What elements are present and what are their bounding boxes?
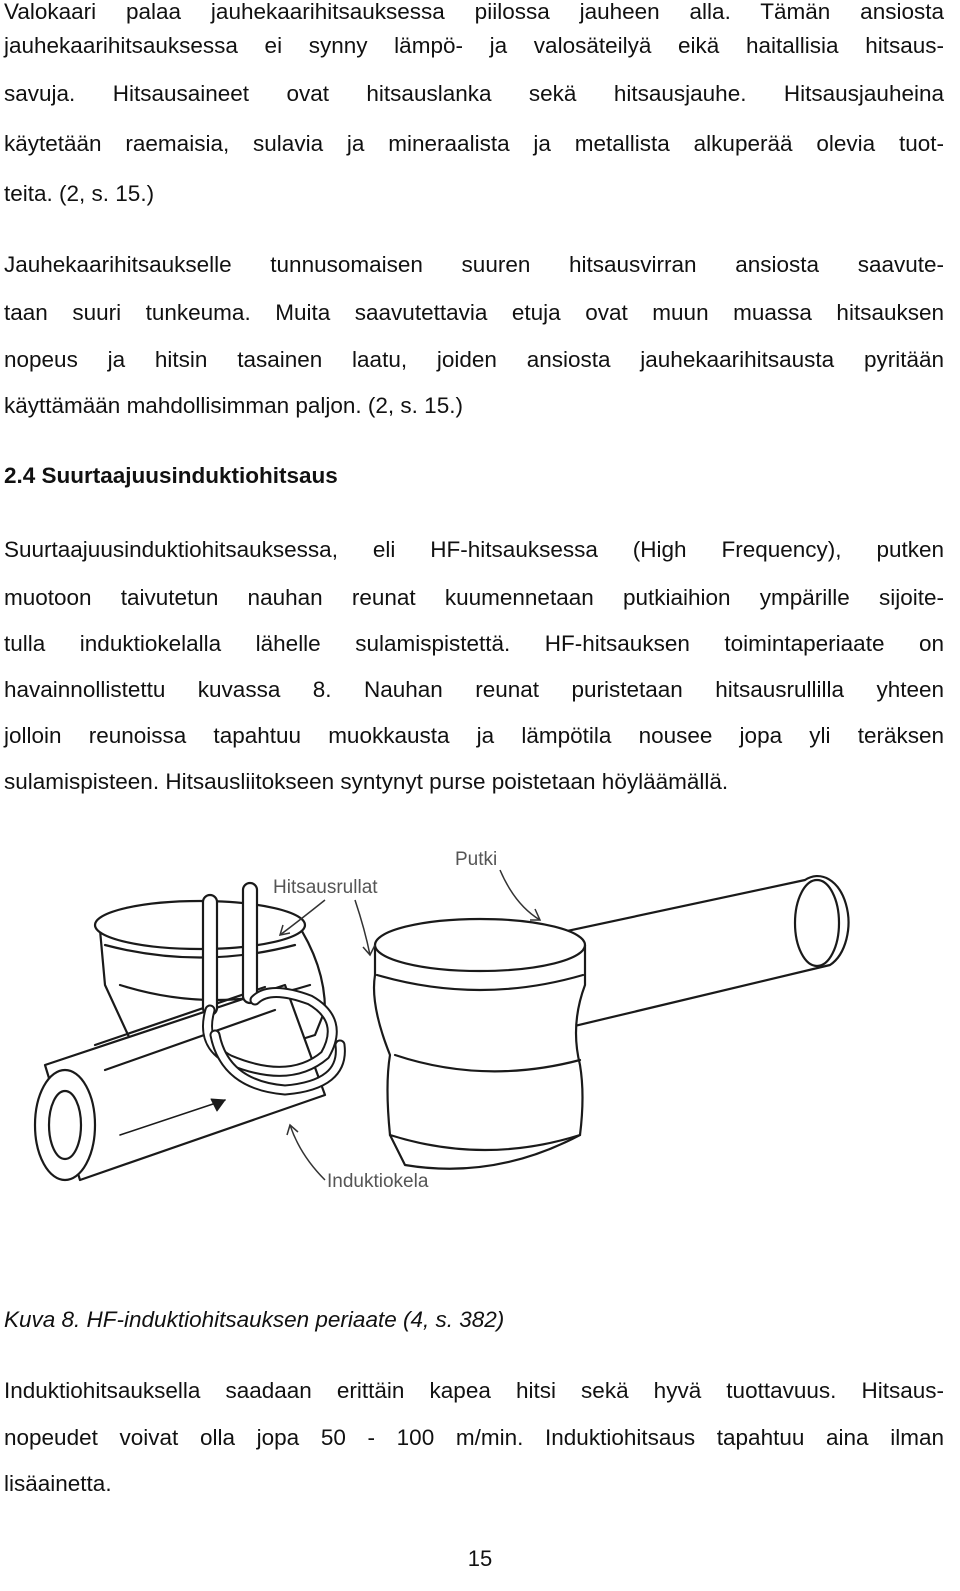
text-line: Induktiohitsauksella saadaan erittäin kapea hitsi sekä hyvä tuottavuus. Hitsaus- xyxy=(4,1378,944,1403)
text-line: lisäainetta. xyxy=(4,1471,112,1496)
text-line: nopeus ja hitsin tasainen laatu, joiden ansiosta jauhekaarihitsausta pyritään xyxy=(4,347,944,372)
text-line: teita. (2, s. 15.) xyxy=(4,181,155,206)
left-roll-top xyxy=(95,901,305,949)
text-line: Suurtaajuusinduktiohitsauksessa, eli HF-hitsauksessa (High Frequency), putken xyxy=(4,537,944,562)
label-induktiokela: Induktiokela xyxy=(327,1171,429,1192)
text-line: havainnollistettu kuvassa 8. Nauhan reunat puristetaan hitsausrullilla yhteen xyxy=(4,677,944,702)
text-line: käyttämään mahdollisimman paljon. (2, s. 15.) xyxy=(4,393,463,418)
text-line: jauhekaarihitsauksessa ei synny lämpö- ja valosäteilyä eikä haitallisia hitsaus- xyxy=(4,33,944,58)
text-line: Valokaari palaa jauhekaarihitsauksessa piilossa jauheen alla. Tämän ansiosta xyxy=(4,0,944,24)
text-line: jolloin reunoissa tapahtuu muokkausta ja lämpötila nousee jopa yli teräksen xyxy=(4,723,944,748)
pipe-end-circle xyxy=(795,880,839,966)
leader-hitsausrullat-2 xyxy=(355,900,370,955)
leader-induktiokela xyxy=(290,1125,325,1180)
text-line: tulla induktiokelalla lähelle sulamispistettä. HF-hitsauksen toimintaperiaate on xyxy=(4,631,944,656)
label-hitsausrullat: Hitsausrullat xyxy=(273,877,378,898)
page-number: 15 xyxy=(467,1546,493,1571)
section-heading: 2.4 Suurtaajuusinduktiohitsaus xyxy=(4,463,338,488)
coil-lead-right xyxy=(243,883,257,1003)
label-putki: Putki xyxy=(455,849,498,870)
text-line: savuja. Hitsausaineet ovat hitsauslanka sekä hitsausjauhe. Hitsausjauheina xyxy=(4,81,944,106)
text-line: käytetään raemaisia, sulavia ja mineraalista ja metallista alkuperää olevia tuot- xyxy=(4,131,944,156)
figure-caption: Kuva 8. HF-induktiohitsauksen periaate (4, s. 382) xyxy=(4,1307,505,1332)
text-line: Jauhekaarihitsaukselle tunnusomaisen suuren hitsausvirran ansiosta saavute- xyxy=(4,252,944,277)
text-line: taan suuri tunkeuma. Muita saavutettavia etuja ovat muun muassa hitsauksen xyxy=(4,300,944,325)
text-line: muotoon taivutetun nauhan reunat kuumennetaan putkiaihion ympärille sijoite- xyxy=(4,585,944,610)
text-line: nopeudet voivat olla jopa 50 - 100 m/min. Induktiohitsaus tapahtuu aina ilman xyxy=(4,1425,944,1450)
hf-welding-figure xyxy=(25,835,955,1215)
coil-lead-left xyxy=(203,895,217,1015)
text-line: sulamispisteen. Hitsausliitokseen syntynyt purse poistetaan höyläämällä. xyxy=(4,769,729,794)
leader-putki xyxy=(500,870,540,920)
right-roll-top xyxy=(375,919,585,971)
